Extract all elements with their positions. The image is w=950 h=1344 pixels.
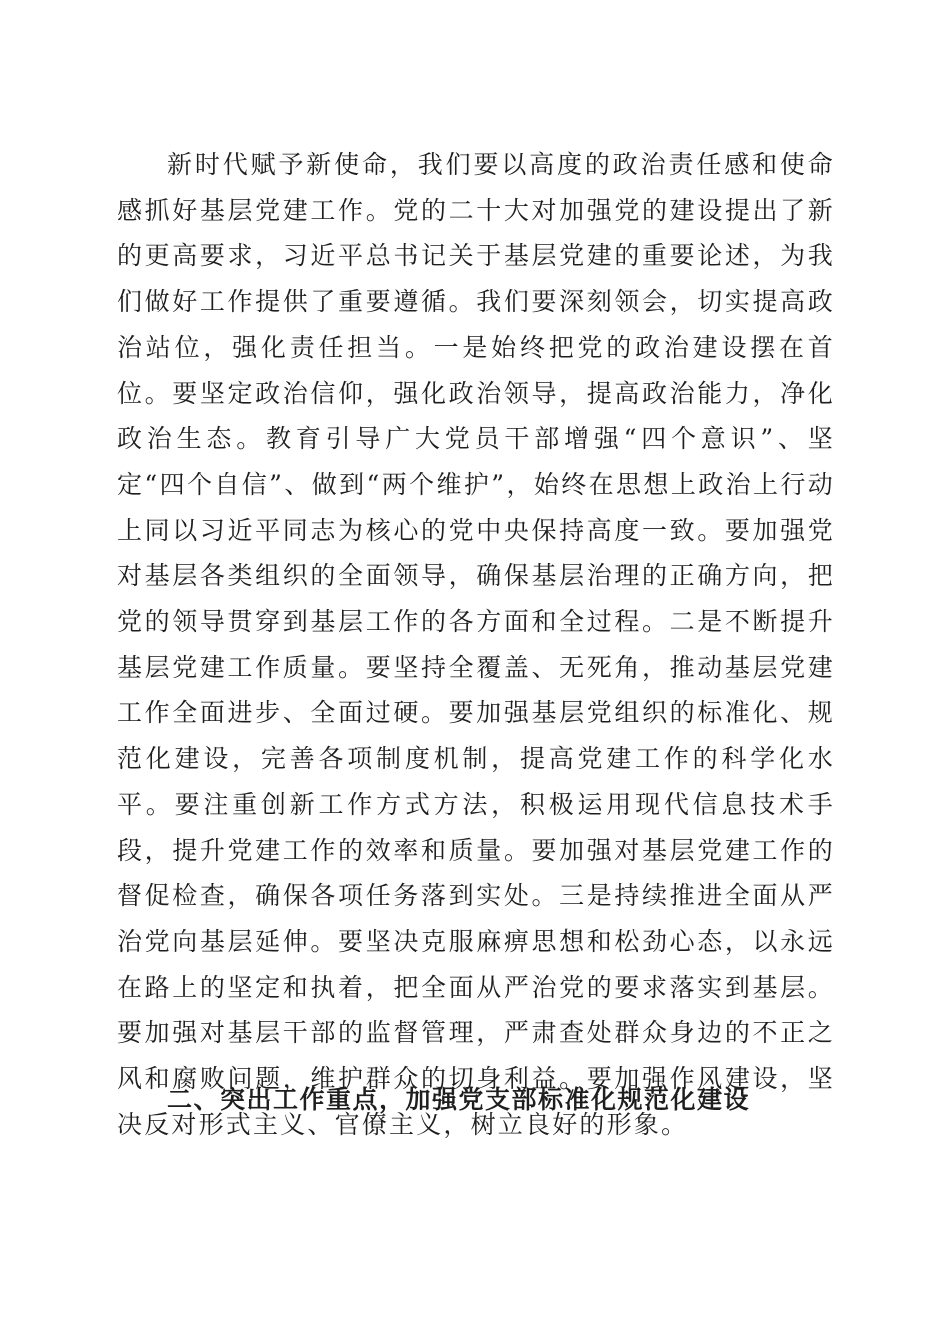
section-heading: 二、突出工作重点，加强党支部标准化规范化建设 bbox=[167, 1085, 751, 1114]
body-paragraph: 新时代赋予新使命，我们要以高度的政治责任感和使命感抓好基层党建工作。党的二十大对加强党的建设提出了新的更高要求，习近平总书记关于基层党建的重要论述，为我们做好工作提供了重要遵循。我们要深刻领会，切实提高政治站位，强化责任担当。一是始终把党的政治建设摆在首位。要坚定政治信仰，强化政治领导，提高政治能力，净化政治生态。教育引导广大党员干部增强“四个意识”、坚定“四个自信”、做到“两个维护”，始终在思想上政治上行动上同以习近平同志为核心的党中央保持高度一致。要加强党对基层各类组织的全面领导，确保基层治理的正确方向，把党的领导贯穿到基层工作的各方面和全过程。二是不断提升基层党建工作质量。要坚持全覆盖、无死角，推动基层党建工作全面进步、全面过硬。要加强基层党组织的标准化、规范化建设，完善各项制度机制，提高党建工作的科学化水平。要注重创新工作方式方法，积极运用现代信息技术手段，提升党建工作的效率和质量。要加强对基层党建工作的督促检查，确保各项任务落到实处。三是持续推进全面从严治党向基层延伸。要坚决克服麻痹思想和松劲心态，以永远在路上的坚定和执着，把全面从严治党的要求落实到基层。要加强对基层干部的监督管理，严肃查处群众身边的不正之风和腐败问题，维护群众的切身利益。要加强作风建设，坚决反对形式主义、官僚主义，树立良好的形象。 bbox=[117, 150, 835, 1139]
